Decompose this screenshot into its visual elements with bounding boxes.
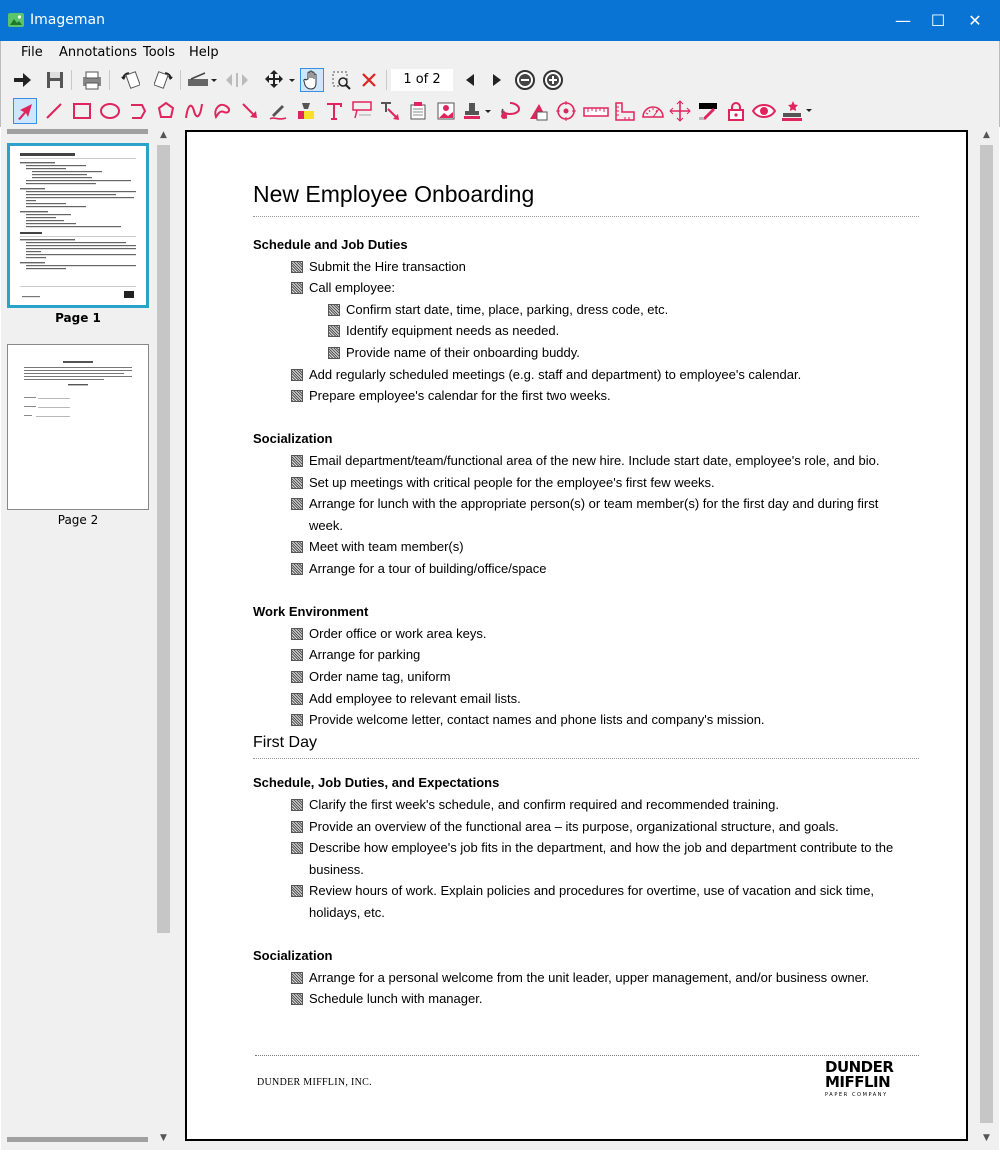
menu-help[interactable]: Help — [189, 45, 219, 60]
doc-scroll-up-icon[interactable]: ▲ — [983, 130, 990, 140]
point-marker-icon[interactable] — [554, 98, 578, 124]
section-heading: Socialization — [253, 431, 333, 447]
checklist-item: Provide name of their onboarding buddy. — [346, 342, 580, 364]
thumbnail-page-1[interactable] — [7, 143, 149, 308]
curve-tool-icon[interactable] — [182, 98, 206, 124]
zoom-region-icon[interactable] — [329, 68, 353, 92]
checklist-item: Provide welcome letter, contact names and phone lists and company's mission. — [309, 709, 765, 731]
page-indicator[interactable]: 1 of 2 — [391, 69, 453, 91]
checklist-item: Set up meetings with critical people for the employee's first few weeks. — [309, 472, 715, 494]
split-view-icon[interactable] — [223, 68, 253, 92]
section-heading: Work Environment — [253, 604, 369, 620]
rubber-stamp-dropdown-icon[interactable] — [780, 98, 814, 124]
checklist-item: Order name tag, uniform — [309, 666, 451, 688]
checklist-item: Prepare employee's calendar for the first two weeks. — [309, 385, 611, 407]
rotate-right-icon[interactable] — [152, 68, 176, 92]
checklist-item-continued: week. — [309, 517, 343, 533]
checklist-item: Order office or work area keys. — [309, 623, 487, 645]
hand-tool-icon[interactable] — [300, 68, 324, 92]
crosshair-measure-icon[interactable] — [668, 98, 692, 124]
thumbnail-page-2[interactable] — [7, 344, 149, 510]
title-bar — [0, 0, 1000, 41]
checkbox-icon — [291, 563, 303, 575]
page-2-preview — [8, 345, 148, 509]
footer-company: DUNDER MIFFLIN, INC. — [257, 1077, 372, 1088]
select-arrow-icon[interactable] — [13, 98, 37, 124]
scroll-down-icon[interactable]: ▼ — [160, 1133, 167, 1143]
checkbox-icon — [291, 477, 303, 489]
checkbox-icon — [291, 821, 303, 833]
image-stamp-icon[interactable] — [434, 98, 458, 124]
doc-scroll-down-icon[interactable]: ▼ — [983, 1133, 990, 1143]
logo-tagline: PAPER COMPANY — [825, 1092, 888, 1098]
document-scrollbar[interactable] — [978, 127, 995, 1150]
company-logo — [825, 1060, 897, 1112]
checkbox-icon — [328, 325, 340, 337]
checkbox-icon — [291, 649, 303, 661]
checklist-item: Arrange for lunch with the appropriate person(s) or team member(s) for the first day and during first — [309, 493, 878, 515]
line-tool-icon[interactable] — [42, 98, 66, 124]
checklist-item-continued: business. — [309, 861, 364, 877]
protractor-icon[interactable] — [640, 98, 666, 124]
polyline-ruler-icon[interactable] — [612, 98, 638, 124]
zoom-in-icon[interactable] — [541, 68, 565, 92]
checklist-item: Arrange for parking — [309, 644, 420, 666]
logo-line1: DUNDER — [825, 1058, 894, 1076]
pointer-text-icon[interactable] — [378, 98, 402, 124]
annotation-toolbar — [0, 95, 1000, 127]
save-icon[interactable] — [43, 68, 67, 92]
footer-rule — [255, 1055, 919, 1056]
checkbox-icon — [291, 714, 303, 726]
checklist-item: Confirm start date, time, place, parking, dress code, etc. — [346, 299, 668, 321]
checkbox-icon — [291, 628, 303, 640]
next-page-icon[interactable] — [485, 68, 509, 92]
lock-icon[interactable] — [724, 98, 748, 124]
ruler-icon[interactable] — [582, 98, 610, 124]
scanner-dropdown-icon[interactable] — [187, 68, 217, 92]
menu-bar — [0, 41, 1000, 65]
first-day-title: First Day — [253, 734, 317, 752]
checkbox-icon — [291, 842, 303, 854]
document-title: New Employee Onboarding — [253, 181, 535, 207]
menu-tools[interactable]: Tools — [143, 45, 176, 60]
checkbox-icon — [291, 993, 303, 1005]
section-heading: Schedule, Job Duties, and Expectations — [253, 775, 500, 791]
checklist-item: Provide an overview of the functional area – its purpose, organizational structure, and goals. — [309, 816, 839, 838]
checklist-item: Arrange for a personal welcome from the unit leader, upper management, and/or business owner. — [309, 967, 869, 989]
checkbox-icon — [291, 390, 303, 402]
area-fill-icon[interactable] — [526, 98, 550, 124]
arrow-tool-icon[interactable] — [238, 98, 262, 124]
checkbox-icon — [291, 261, 303, 273]
menu-annotations[interactable]: Annotations — [59, 45, 138, 60]
logo-line2: MIFFLIN — [825, 1073, 891, 1091]
checkbox-icon — [291, 498, 303, 510]
thumbnail-scroll-thumb[interactable] — [157, 145, 170, 933]
thumbnail-scroll-bar[interactable] — [7, 129, 148, 134]
open-arrow-icon[interactable] — [10, 68, 34, 92]
polygon-tool-icon[interactable] — [154, 98, 178, 124]
checkbox-icon — [291, 799, 303, 811]
document-scroll-thumb[interactable] — [980, 145, 993, 1123]
print-icon[interactable] — [80, 68, 104, 92]
closed-curve-tool-icon[interactable] — [210, 98, 234, 124]
lasso-icon[interactable] — [498, 98, 522, 124]
title-rule — [253, 216, 919, 217]
checkbox-icon — [291, 972, 303, 984]
rotate-left-icon[interactable] — [118, 68, 142, 92]
menu-file[interactable]: File — [21, 45, 43, 60]
section-heading: Socialization — [253, 948, 333, 964]
page-1-preview — [10, 146, 146, 305]
checkbox-icon — [291, 541, 303, 553]
prev-page-icon[interactable] — [458, 68, 482, 92]
thumbnail-hscroll[interactable] — [7, 1137, 148, 1142]
checkbox-icon — [291, 693, 303, 705]
thumbnail-pane — [1, 127, 174, 1150]
thumbnail-label-page-1[interactable]: Page 1 — [55, 311, 101, 325]
checkbox-icon — [291, 282, 303, 294]
checkbox-icon — [291, 369, 303, 381]
checklist-item: Schedule lunch with manager. — [309, 988, 482, 1010]
checkbox-icon — [291, 885, 303, 897]
document-viewer — [174, 127, 999, 1150]
checklist-item: Add regularly scheduled meetings (e.g. staff and department) to employee's calendar. — [309, 364, 801, 386]
freehand-pen-icon[interactable] — [266, 98, 290, 124]
checkbox-icon — [328, 304, 340, 316]
app-icon — [8, 12, 24, 28]
checklist-item: Identify equipment needs as needed. — [346, 320, 559, 342]
zoom-out-icon[interactable] — [513, 68, 537, 92]
checklist-item: Email department/team/functional area of the new hire. Include start date, employee's role, and bio. — [309, 450, 879, 472]
minimize-button[interactable]: — — [895, 11, 911, 30]
checklist-item: Arrange for a tour of building/office/space — [309, 558, 547, 580]
checkbox-icon — [328, 347, 340, 359]
thumbnail-scrollbar[interactable] — [155, 127, 172, 1150]
checkbox-icon — [291, 455, 303, 467]
maximize-button[interactable]: ☐ — [930, 11, 946, 30]
redact-icon[interactable] — [696, 98, 720, 124]
close-window-button[interactable]: ✕ — [968, 11, 982, 30]
checklist-item-continued: holidays, etc. — [309, 905, 385, 920]
checklist-item: Call employee: — [309, 277, 395, 299]
checklist-item: Add employee to relevant email lists. — [309, 688, 521, 710]
checklist-item: Meet with team member(s) — [309, 536, 464, 558]
pan-dropdown-icon[interactable] — [263, 68, 295, 92]
delete-icon[interactable] — [357, 68, 381, 92]
window-title: Imageman — [30, 12, 105, 28]
stamp-dropdown-icon[interactable] — [462, 98, 494, 124]
checkbox-icon — [291, 671, 303, 683]
ellipse-tool-icon[interactable] — [98, 98, 122, 124]
note-icon[interactable] — [406, 98, 430, 124]
scroll-up-icon[interactable]: ▲ — [160, 130, 167, 140]
highlighter-icon[interactable] — [294, 98, 318, 124]
polyline-tool-icon[interactable] — [126, 98, 150, 124]
thumbnail-label-page-2[interactable]: Page 2 — [57, 513, 99, 527]
rectangle-tool-icon[interactable] — [70, 98, 94, 124]
first-day-rule — [253, 758, 919, 759]
main-toolbar — [0, 65, 1000, 95]
text-callout-icon[interactable] — [350, 98, 374, 124]
document-page — [185, 130, 968, 1141]
visibility-eye-icon[interactable] — [752, 98, 776, 124]
section-heading: Schedule and Job Duties — [253, 237, 408, 252]
checklist-item: Submit the Hire transaction — [309, 256, 466, 278]
text-tool-icon[interactable] — [322, 98, 346, 124]
checklist-item: Review hours of work. Explain policies and procedures for overtime, use of vacation and sick time, — [309, 880, 874, 902]
checklist-item: Clarify the first week's schedule, and confirm required and recommended training. — [309, 794, 779, 816]
checklist-item: Describe how employee's job fits in the department, and how the job and department contribute to the — [309, 837, 893, 859]
